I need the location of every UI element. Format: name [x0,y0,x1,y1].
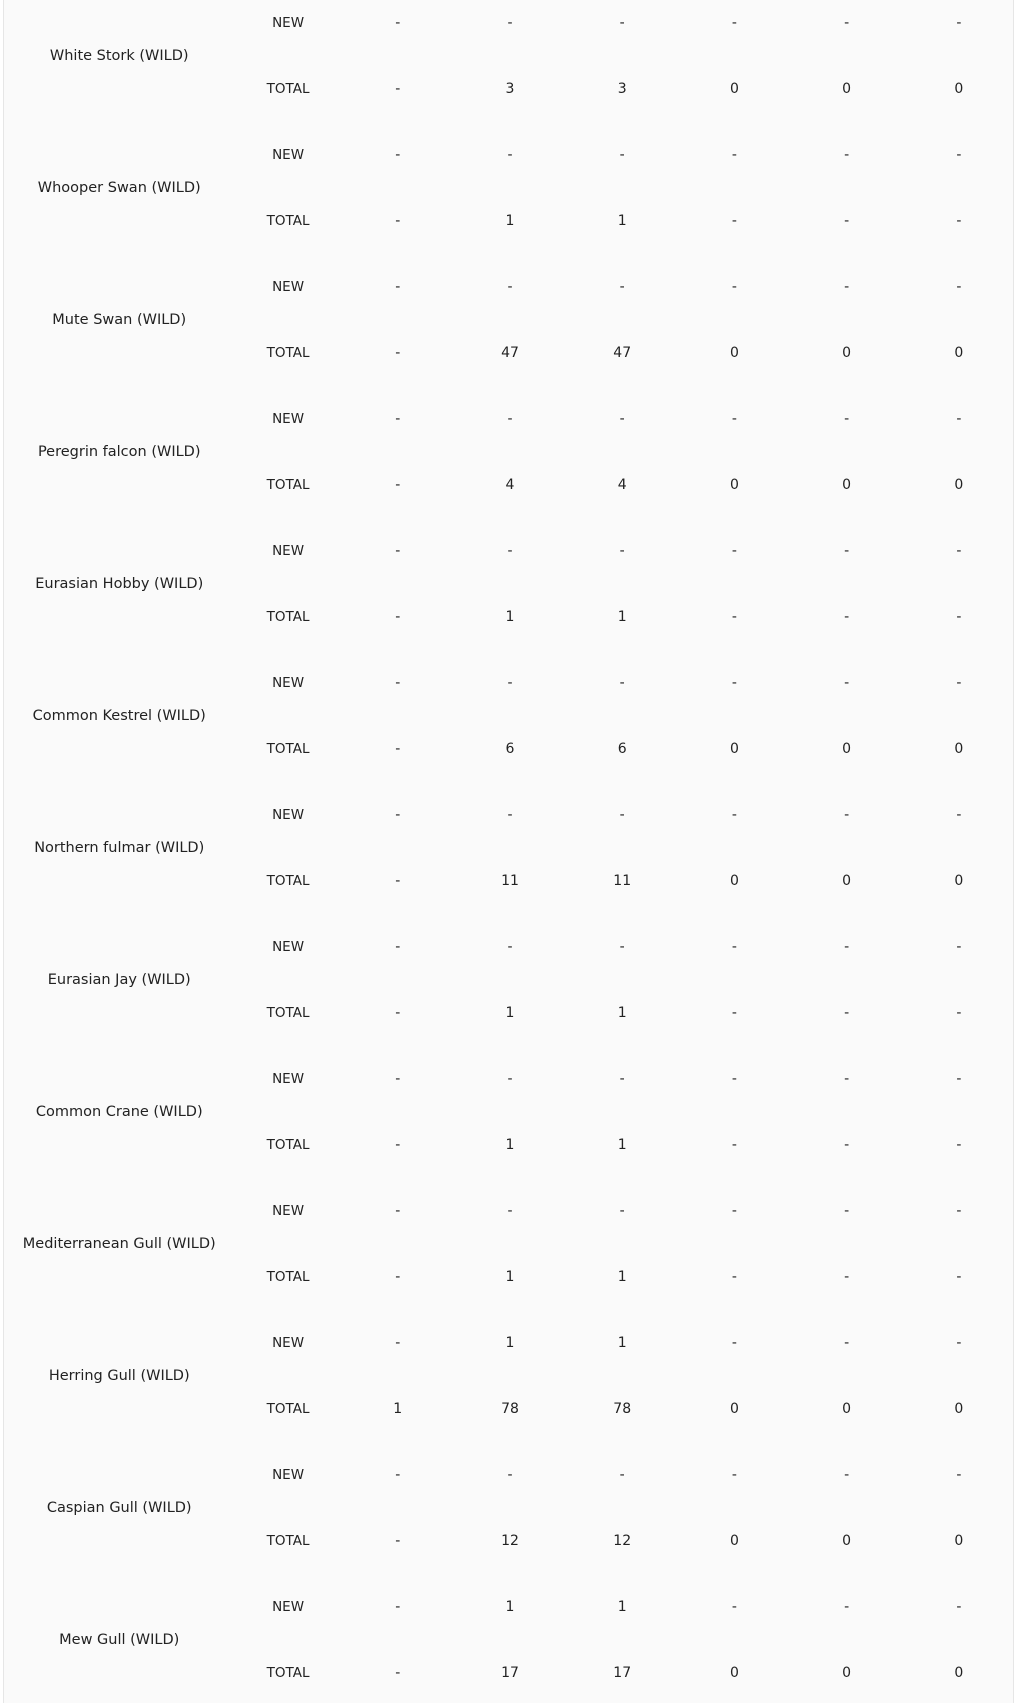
value-cell: - [619,15,625,31]
value-cell: - [956,543,962,559]
value-cell: - [956,213,962,229]
value-cell: 1 [505,609,515,625]
species-name: Mew Gull (WILD) [59,1632,180,1648]
value-cell: 78 [613,1401,632,1417]
value-cell: 0 [842,1665,852,1681]
value-cell: - [619,411,625,427]
value-cell: - [844,1335,850,1351]
table-row [4,1310,1014,1376]
species-name: Mediterranean Gull (WILD) [22,1236,216,1252]
value-cell: - [395,279,401,295]
value-cell: - [619,807,625,823]
value-cell: 1 [617,1269,627,1285]
value-cell: 0 [729,873,739,889]
value-cell: 0 [954,345,964,361]
value-cell: - [507,1467,513,1483]
value-cell: - [731,15,737,31]
value-cell: - [395,1005,401,1021]
value-cell: - [731,1269,737,1285]
value-cell: - [844,1269,850,1285]
value-cell: - [619,1467,625,1483]
row-type-label: TOTAL [266,873,310,889]
table-row [4,254,1014,320]
species-name: White Stork (WILD) [49,48,189,64]
species-table [4,0,1014,1703]
value-cell: 0 [842,873,852,889]
row-type-label: TOTAL [266,609,310,625]
value-cell: - [956,1467,962,1483]
value-cell: 6 [617,741,627,757]
value-cell: 0 [842,345,852,361]
value-cell: - [395,807,401,823]
row-type-label: TOTAL [266,345,310,361]
species-name: Common Crane (WILD) [35,1104,203,1120]
value-cell: 0 [842,1533,852,1549]
value-cell: - [844,1467,850,1483]
value-cell: - [619,1203,625,1219]
value-cell: - [956,1071,962,1087]
row-type-label: NEW [272,543,305,559]
value-cell: - [395,345,401,361]
species-name: Peregrin falcon (WILD) [37,444,201,460]
value-cell: - [395,15,401,31]
row-type-label: TOTAL [266,213,310,229]
value-cell: 4 [505,477,515,493]
value-cell: - [731,1137,737,1153]
table-row [4,0,1014,56]
value-cell: - [844,15,850,31]
value-cell: - [507,807,513,823]
value-cell: 0 [954,1401,964,1417]
value-cell: 0 [842,741,852,757]
value-cell: - [731,543,737,559]
value-cell: - [956,609,962,625]
value-cell: - [507,15,513,31]
value-cell: - [844,279,850,295]
value-cell: - [395,675,401,691]
value-cell: 0 [954,741,964,757]
value-cell: - [395,1269,401,1285]
table-row [4,782,1014,848]
value-cell: - [507,279,513,295]
value-cell: - [731,1599,737,1615]
value-cell: 12 [613,1533,632,1549]
value-cell: 17 [613,1665,632,1681]
value-cell: 3 [617,81,627,97]
data-panel [3,0,1014,1703]
value-cell: - [731,609,737,625]
value-cell: - [395,411,401,427]
value-cell: - [507,543,513,559]
value-cell: - [507,939,513,955]
value-cell: - [395,147,401,163]
value-cell: - [731,411,737,427]
value-cell: - [395,1137,401,1153]
row-type-label: TOTAL [266,1665,310,1681]
value-cell: - [956,807,962,823]
value-cell: 17 [501,1665,519,1681]
value-cell: - [395,213,401,229]
value-cell: - [844,807,850,823]
value-cell: 1 [617,213,627,229]
value-cell: 0 [842,1401,852,1417]
value-cell: - [956,15,962,31]
value-cell: 1 [617,1335,627,1351]
value-cell: 0 [729,81,739,97]
row-type-label: NEW [272,1071,305,1087]
species-name: Mute Swan (WILD) [52,312,187,328]
value-cell: - [395,939,401,955]
value-cell: - [844,1071,850,1087]
species-table-body [4,0,1014,1703]
value-cell: - [395,1533,401,1549]
value-cell: - [395,609,401,625]
value-cell: - [956,1599,962,1615]
value-cell: - [619,1071,625,1087]
value-cell: - [956,279,962,295]
table-row [4,386,1014,452]
value-cell: 1 [505,1269,515,1285]
row-type-label: TOTAL [266,1005,310,1021]
value-cell: - [956,675,962,691]
value-cell: 0 [729,1665,739,1681]
value-cell: 0 [729,741,739,757]
value-cell: - [844,213,850,229]
row-type-label: NEW [272,147,305,163]
value-cell: 1 [505,1005,515,1021]
value-cell: - [507,411,513,427]
value-cell: - [844,609,850,625]
row-type-label: TOTAL [266,81,310,97]
value-cell: 11 [501,873,519,889]
value-cell: 1 [617,1005,627,1021]
value-cell: - [395,81,401,97]
value-cell: 0 [954,873,964,889]
value-cell: 0 [729,345,739,361]
value-cell: 0 [842,477,852,493]
species-name: Caspian Gull (WILD) [46,1500,192,1516]
table-row [4,122,1014,188]
species-name: Eurasian Hobby (WILD) [35,576,204,592]
value-cell: 4 [617,477,627,493]
value-cell: - [395,477,401,493]
value-cell: - [731,147,737,163]
value-cell: - [731,279,737,295]
row-type-label: NEW [272,1335,305,1351]
value-cell: - [395,1467,401,1483]
value-cell: - [844,1137,850,1153]
row-type-label: NEW [272,1203,305,1219]
value-cell: - [619,147,625,163]
table-row [4,914,1014,980]
row-type-label: NEW [272,279,305,295]
value-cell: - [956,939,962,955]
value-cell: 1 [505,1335,515,1351]
row-type-label: TOTAL [266,1269,310,1285]
value-cell: 11 [613,873,632,889]
value-cell: - [956,1335,962,1351]
row-type-label: NEW [272,1599,305,1615]
value-cell: 1 [505,1599,515,1615]
row-type-label: TOTAL [266,741,310,757]
value-cell: - [844,411,850,427]
value-cell: - [731,1467,737,1483]
value-cell: - [731,1005,737,1021]
species-name: Common Kestrel (WILD) [32,708,206,724]
value-cell: - [956,147,962,163]
value-cell: - [395,1335,401,1351]
value-cell: - [731,1203,737,1219]
row-type-label: NEW [272,411,305,427]
row-type-label: TOTAL [266,1533,310,1549]
value-cell: - [619,939,625,955]
value-cell: - [507,147,513,163]
value-cell: 78 [501,1401,519,1417]
value-cell: 0 [842,81,852,97]
value-cell: 1 [505,213,515,229]
value-cell: - [619,543,625,559]
value-cell: - [956,1269,962,1285]
row-type-label: NEW [272,1467,305,1483]
value-cell: - [507,675,513,691]
value-cell: - [395,1071,401,1087]
value-cell: 1 [505,1137,515,1153]
value-cell: 47 [501,345,519,361]
row-type-label: NEW [272,675,305,691]
table-row [4,1178,1014,1244]
value-cell: - [844,147,850,163]
value-cell: - [844,1005,850,1021]
row-type-label: TOTAL [266,1401,310,1417]
value-cell: 3 [505,81,515,97]
value-cell: - [956,411,962,427]
value-cell: - [395,543,401,559]
table-row [4,518,1014,584]
value-cell: - [956,1137,962,1153]
row-type-label: NEW [272,807,305,823]
value-cell: 1 [617,1137,627,1153]
table-row [4,1574,1014,1640]
value-cell: - [395,741,401,757]
value-cell: - [507,1071,513,1087]
row-type-label: NEW [272,939,305,955]
table-row [4,650,1014,716]
value-cell: 0 [729,1401,739,1417]
value-cell: - [731,675,737,691]
value-cell: 0 [954,1665,964,1681]
value-cell: - [619,279,625,295]
value-cell: - [731,939,737,955]
value-cell: - [844,543,850,559]
value-cell: 1 [617,609,627,625]
value-cell: - [731,807,737,823]
value-cell: - [844,1203,850,1219]
value-cell: - [844,675,850,691]
value-cell: 1 [393,1401,403,1417]
value-cell: 47 [613,345,632,361]
row-type-label: TOTAL [266,1137,310,1153]
value-cell: 0 [954,81,964,97]
value-cell: 0 [729,477,739,493]
value-cell: 0 [954,477,964,493]
value-cell: 0 [954,1533,964,1549]
value-cell: - [395,1203,401,1219]
value-cell: - [395,1665,401,1681]
value-cell: - [731,1071,737,1087]
value-cell: - [395,873,401,889]
species-name: Northern fulmar (WILD) [34,840,205,856]
table-row [4,1442,1014,1508]
value-cell: - [507,1203,513,1219]
value-cell: - [395,1599,401,1615]
value-cell: - [844,1599,850,1615]
value-cell: - [619,675,625,691]
value-cell: - [731,213,737,229]
species-name: Herring Gull (WILD) [48,1368,190,1384]
row-type-label: NEW [272,15,305,31]
row-type-label: TOTAL [266,477,310,493]
table-row [4,1046,1014,1112]
species-name: Whooper Swan (WILD) [37,180,201,196]
value-cell: 12 [501,1533,519,1549]
species-name: Eurasian Jay (WILD) [47,972,191,988]
value-cell: 1 [617,1599,627,1615]
value-cell: - [956,1203,962,1219]
value-cell: - [844,939,850,955]
value-cell: - [731,1335,737,1351]
value-cell: - [956,1005,962,1021]
value-cell: 0 [729,1533,739,1549]
value-cell: 6 [505,741,515,757]
